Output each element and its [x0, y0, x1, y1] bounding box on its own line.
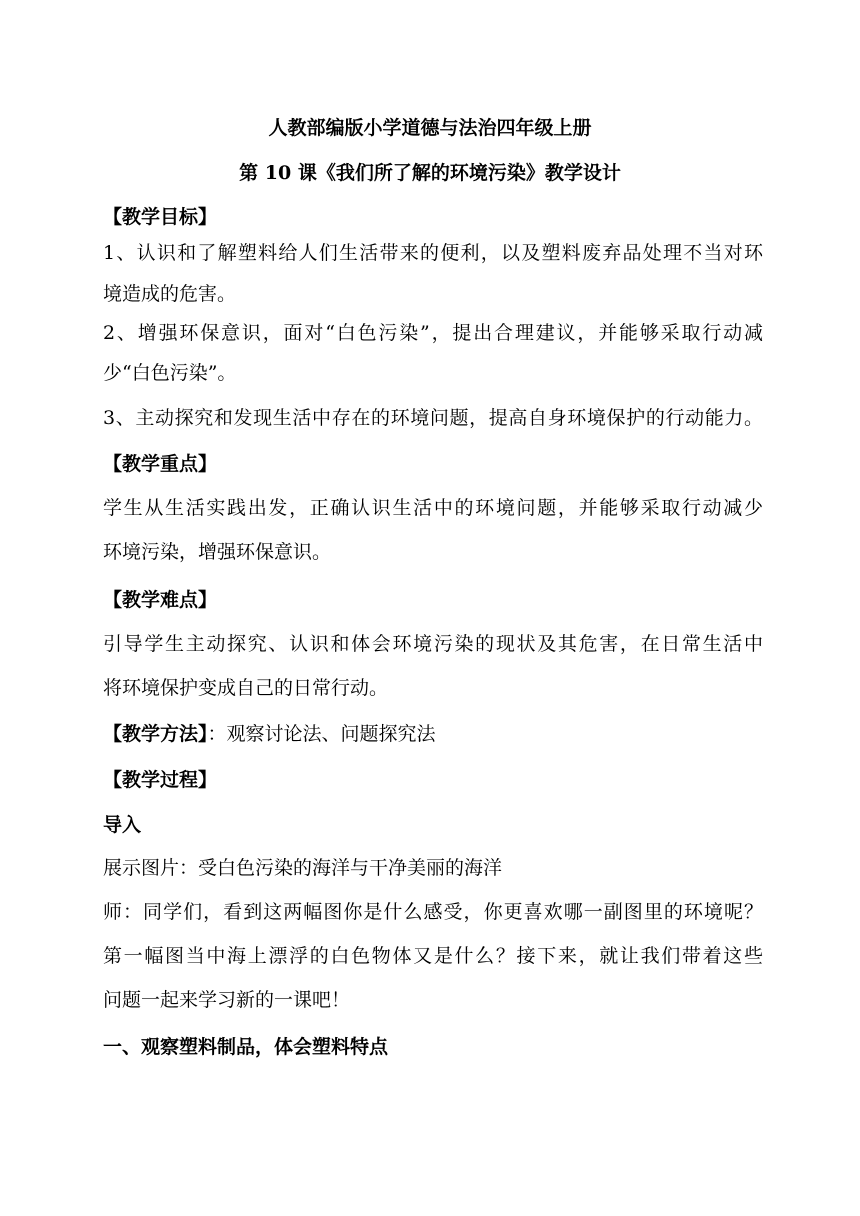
teacher-line-1: 师：同学们，看到这两幅图你是什么感受，你更喜欢哪一副图里的环境呢？	[103, 901, 763, 923]
objective-2-line-2: 少“白色污染”。	[103, 362, 237, 384]
objective-3: 3、主动探究和发现生活中存在的环境问题，提高自身环境保护的行动能力。	[103, 407, 763, 429]
difficulties-line-1: 引导学生主动探究、认识和体会环境污染的现状及其危害，在日常生活中	[103, 633, 763, 655]
methods-text: ：观察讨论法、问题探究法	[207, 723, 436, 745]
objective-2-line-1: 2、增强环保意识，面对“白色污染”，提出合理建议，并能够采取行动减	[103, 322, 763, 344]
process-heading: 【教学过程】	[103, 769, 218, 791]
document-title: 人教部编版小学道德与法治四年级上册	[268, 117, 592, 139]
key-points-line-2: 环境污染，增强环保意识。	[103, 541, 332, 563]
intro-line: 展示图片：受白色污染的海洋与干净美丽的海洋	[103, 857, 503, 879]
key-points-heading: 【教学重点】	[103, 453, 218, 475]
key-points-line-1: 学生从生活实践出发，正确认识生活中的环境问题，并能够采取行动减少	[103, 497, 763, 519]
objective-1-line-2: 境造成的危害。	[103, 283, 237, 305]
teacher-line-2: 第一幅图当中海上漂浮的白色物体又是什么？接下来，就让我们带着这些	[103, 945, 763, 967]
difficulties-heading: 【教学难点】	[103, 589, 218, 611]
teacher-line-3: 问题一起来学习新的一课吧！	[103, 989, 351, 1011]
document-subtitle: 第 10 课《我们所了解的环境污染》教学设计	[239, 162, 621, 184]
methods-line	[103, 721, 763, 747]
methods-heading: 【教学方法】	[103, 723, 208, 745]
section-1-heading: 一、观察塑料制品，体会塑料特点	[103, 1036, 389, 1058]
difficulties-line-2: 将环境保护变成自己的日常行动。	[103, 677, 389, 699]
intro-heading: 导入	[103, 814, 142, 836]
objective-1-line-1: 1、认识和了解塑料给人们生活带来的便利，以及塑料废弃品处理不当对环	[103, 242, 763, 264]
objectives-heading: 【教学目标】	[103, 206, 218, 228]
